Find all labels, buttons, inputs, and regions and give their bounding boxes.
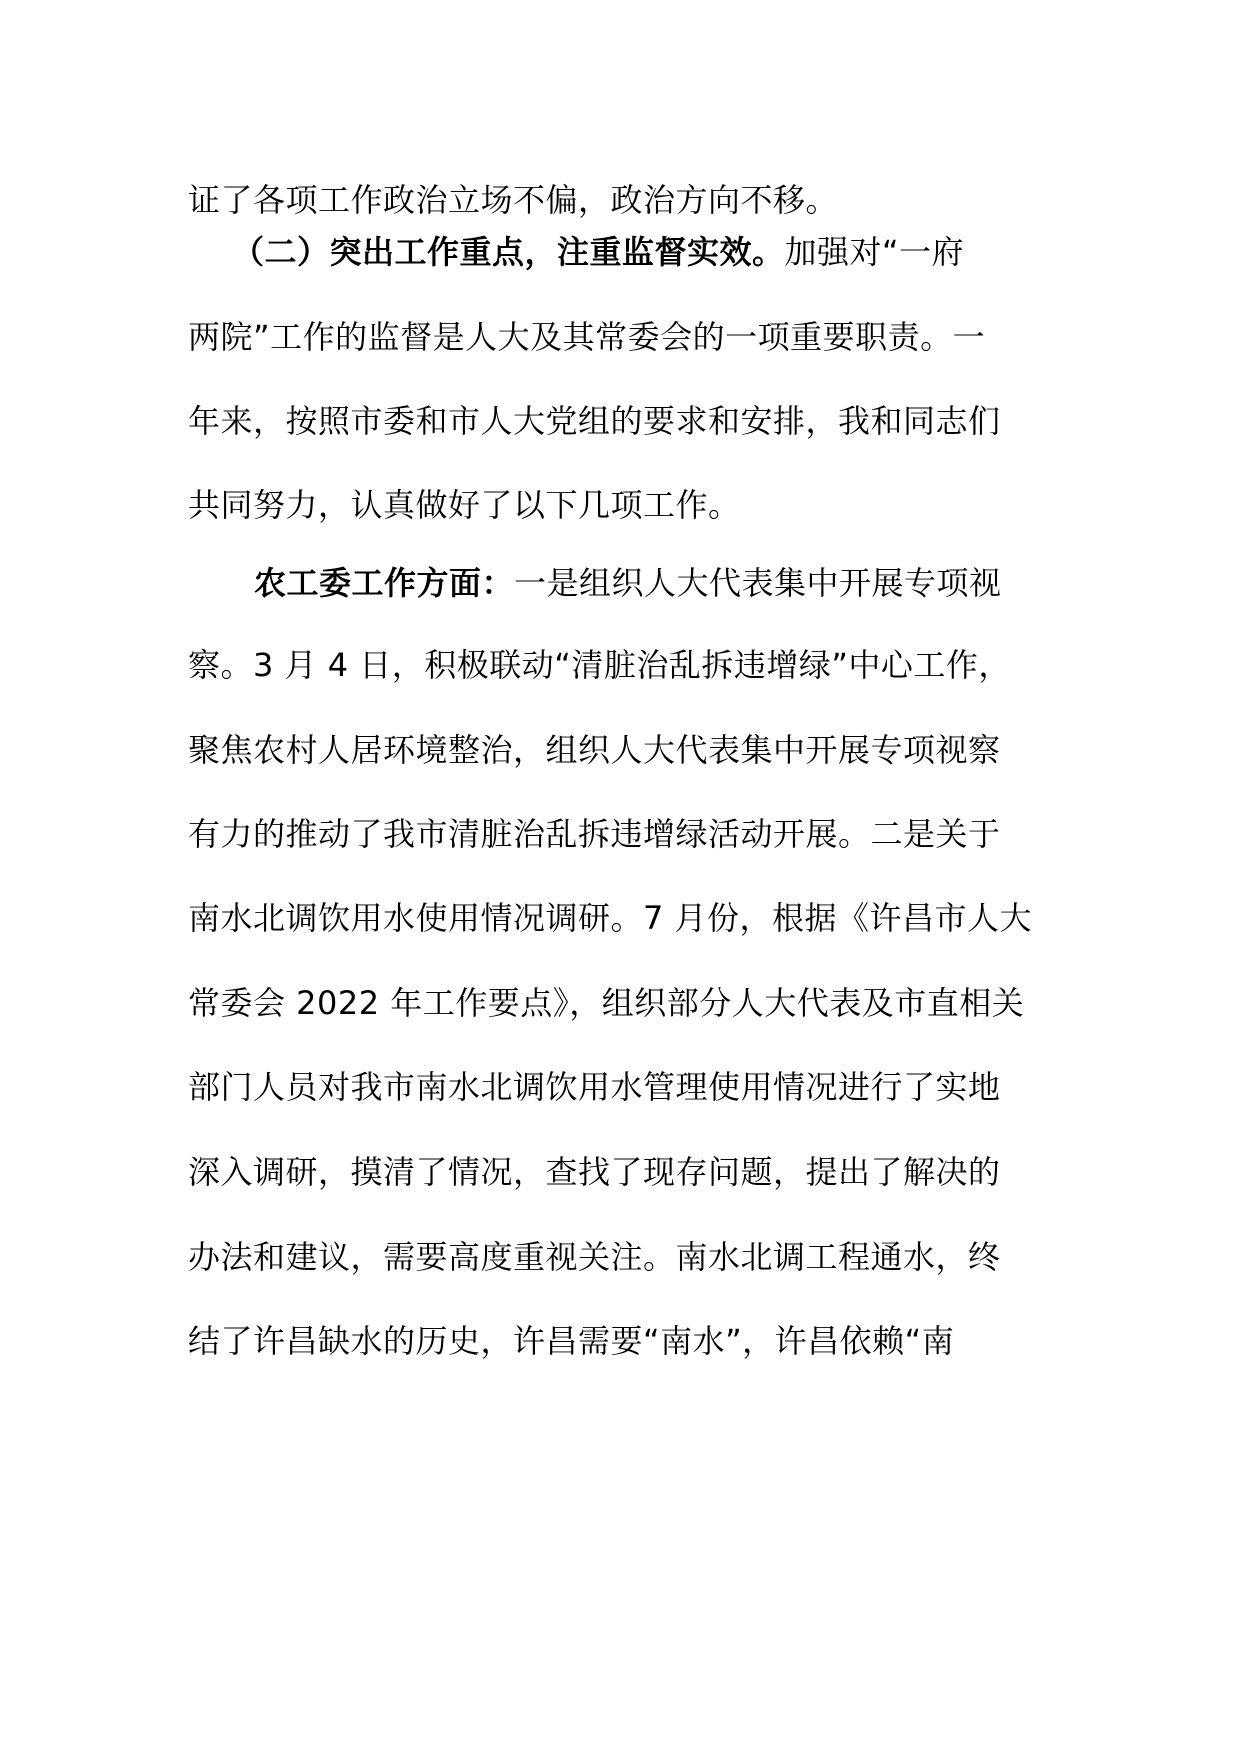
paragraph-line (188, 1227, 1058, 1287)
line-text: 部门人员对我市南水北调饮用水管理使用情况进行了实地 (188, 1068, 1001, 1106)
paragraph-line (188, 1142, 1058, 1202)
line-text: 证了各项工作政治立场不偏，政治方向不移。 (188, 181, 839, 219)
paragraph-line (188, 391, 1058, 451)
line-text: 有力的推动了我市清脏治乱拆违增绿活动开展。二是关于 (188, 815, 1001, 853)
section-heading-line (232, 222, 1058, 282)
line-text: 年来，按照市委和市人大党组的要求和安排，我和同志们 (188, 402, 1001, 440)
line-text: 南水北调饮用水使用情况调研。7 月份，根据《许昌市人大 (188, 899, 1033, 937)
line-text: 察。3 月 4 日，积极联动“清脏治乱拆违增绿”中心工作， (188, 646, 1011, 684)
paragraph-line (188, 888, 1058, 948)
line-text: 结了许昌缺水的历史，许昌需要“南水”，许昌依赖“南 (188, 1322, 955, 1360)
line-text: 加强对“一府 (784, 233, 965, 271)
line-text: 两院”工作的监督是人大及其常委会的一项重要职责。一 (188, 318, 986, 356)
line-text: 一是组织人大代表集中开展专项视 (514, 564, 1002, 602)
line-text: 聚焦农村人居环境整治，组织人大代表集中开展专项视察 (188, 731, 1001, 769)
line-text: 常委会 2022 年工作要点》，组织部分人大代表及市直相关 (188, 984, 1025, 1022)
section-heading: （二）突出工作重点，注重监督实效。 (232, 233, 785, 271)
paragraph-line (188, 307, 1058, 367)
paragraph-line (188, 720, 1058, 780)
subsection-heading-line (254, 553, 1058, 613)
paragraph-line (188, 1311, 1058, 1371)
line-text: 办法和建议，需要高度重视关注。南水北调工程通水，终 (188, 1238, 1001, 1276)
line-text: 深入调研，摸清了情况，查找了现存问题，提出了解决的 (188, 1153, 1001, 1191)
paragraph-line (188, 635, 1058, 695)
paragraph-line (188, 170, 1058, 230)
paragraph-line (188, 1057, 1058, 1117)
paragraph-line (188, 475, 1058, 535)
paragraph-line (188, 804, 1058, 864)
line-text: 共同努力，认真做好了以下几项工作。 (188, 486, 741, 524)
subsection-heading: 农工委工作方面： (254, 564, 515, 602)
paragraph-line (188, 973, 1058, 1033)
